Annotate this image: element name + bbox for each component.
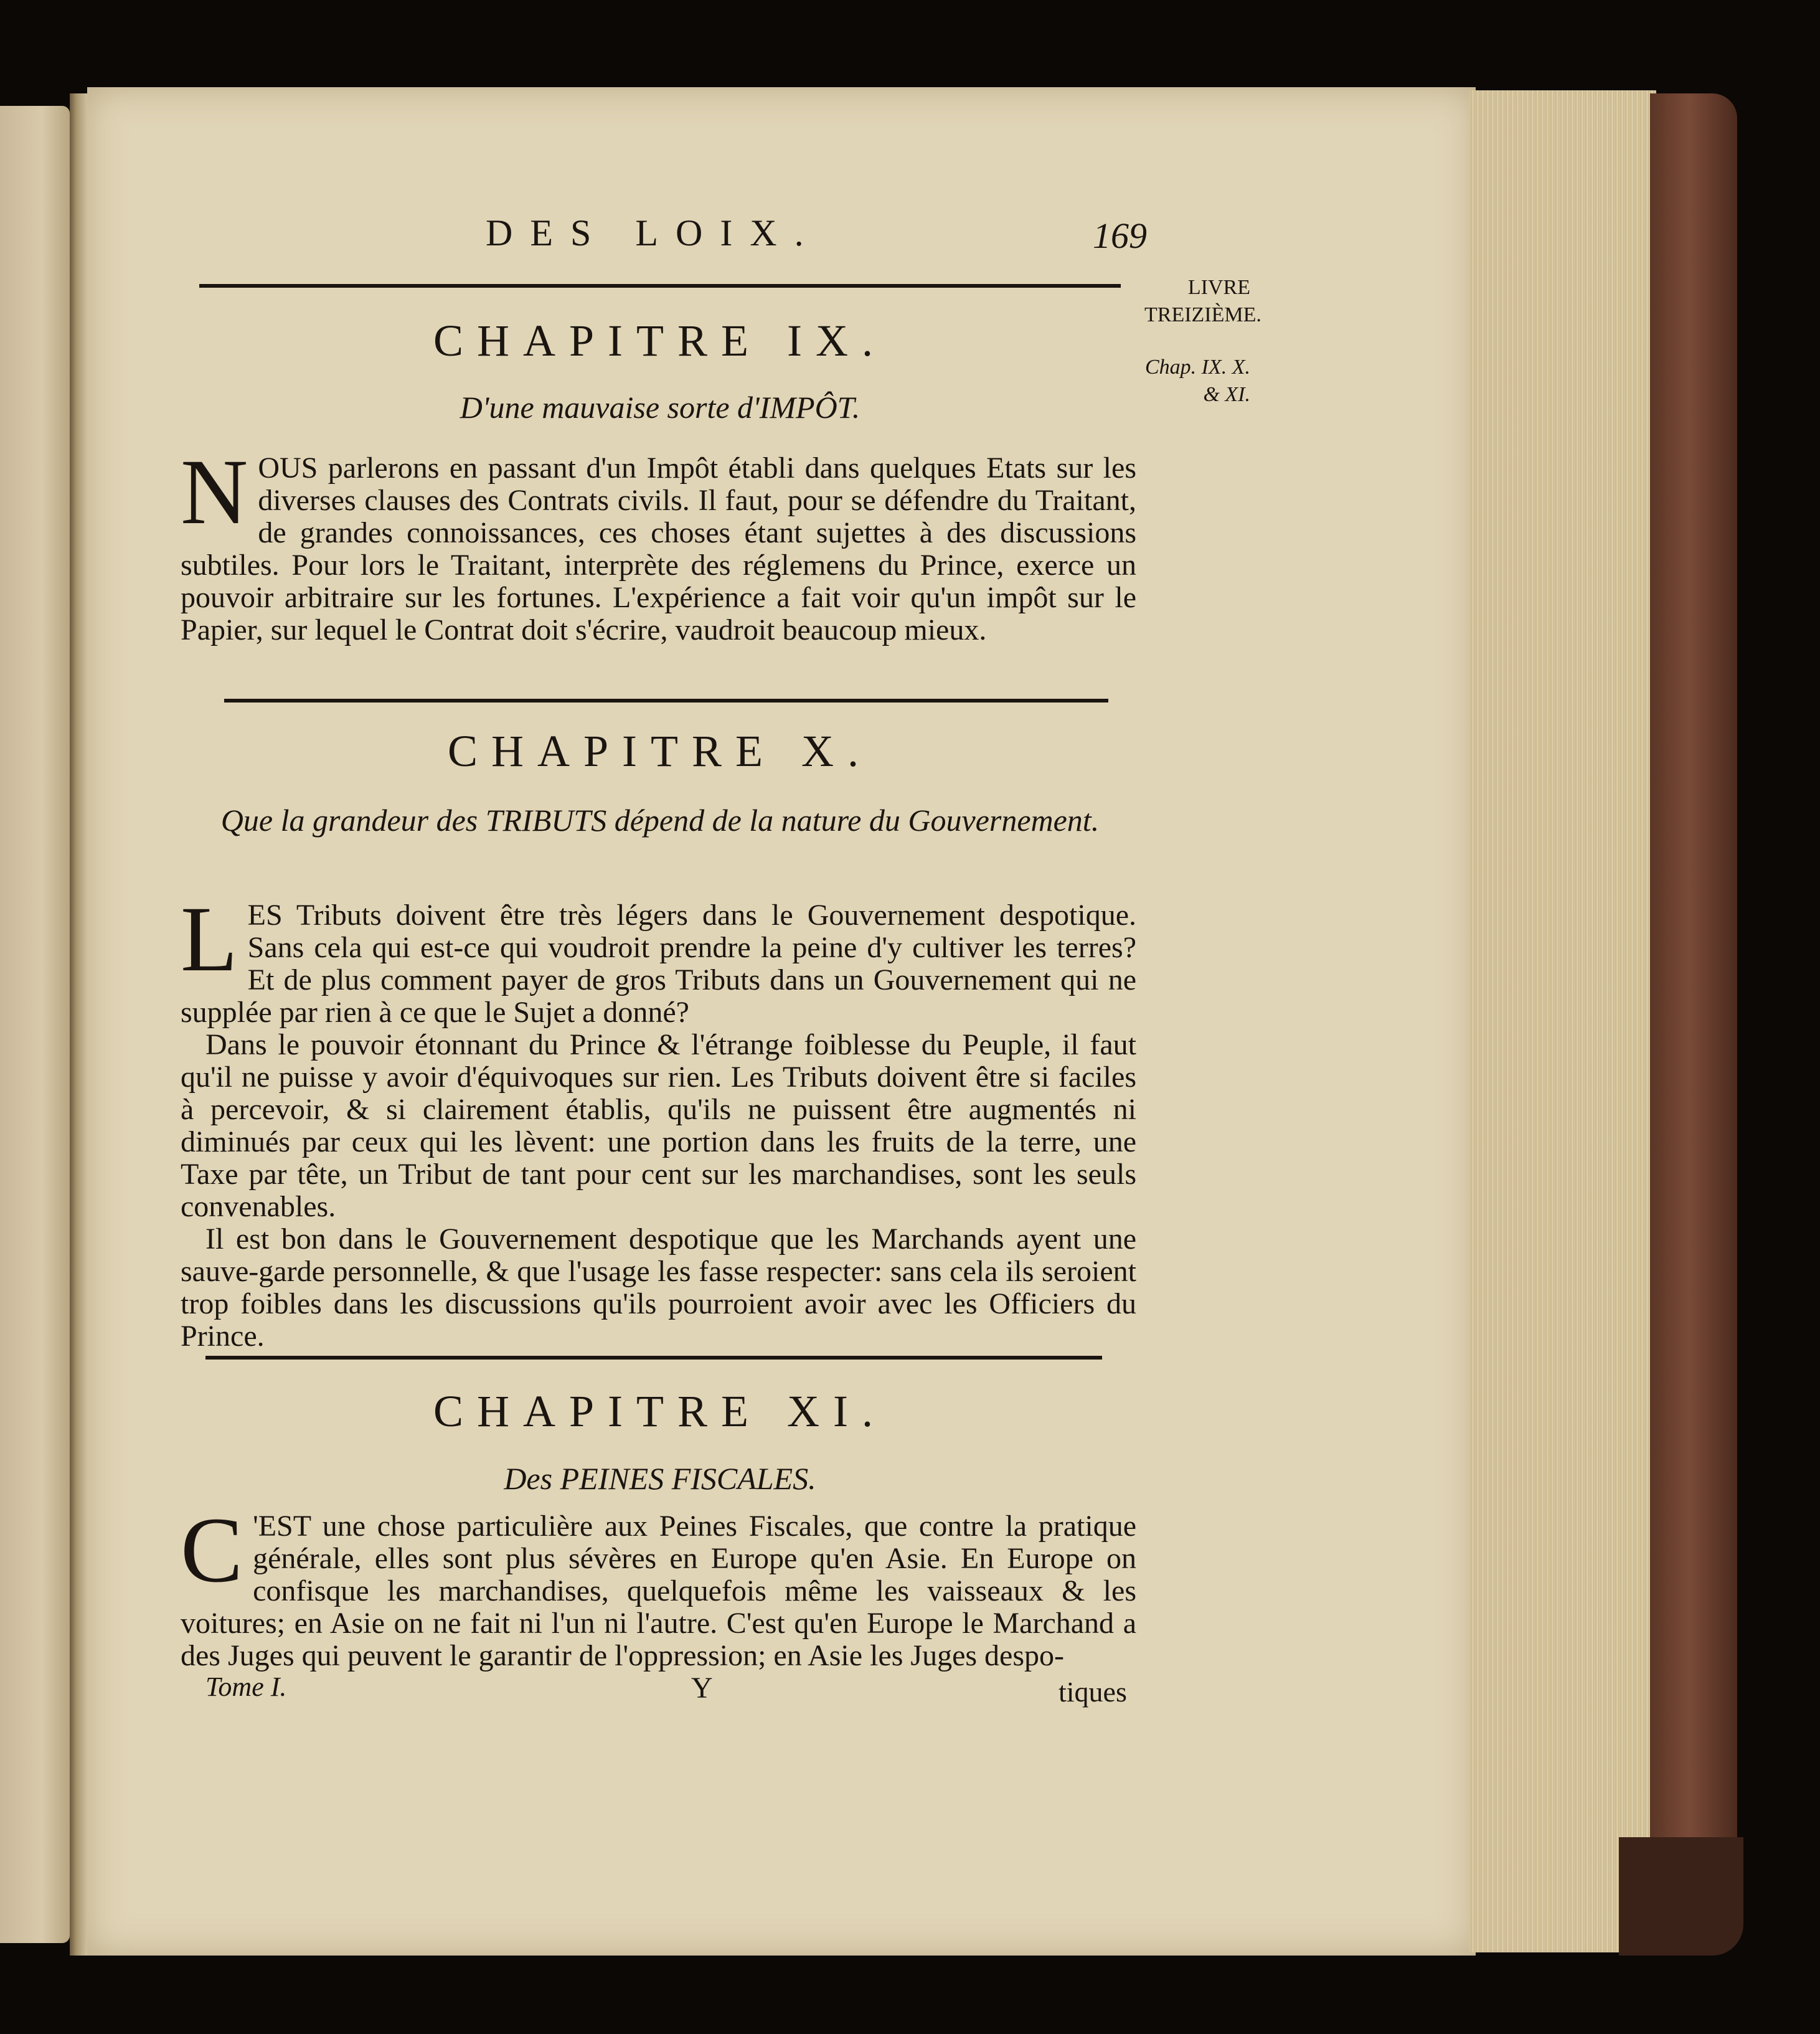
facing-page-edge <box>0 106 70 1943</box>
chapter-10-paragraph: ES Tributs doivent être très légers dans le Gouvernement despotique. Sans cela qui est-ce qui voudroit prendre la peine d'y cultiver les terres? Et de plus comment payer de gros Tributs dans un Gouvernement qui ne supplée par rien à ce que le Sujet a donné? <box>181 899 1136 1029</box>
book-cover-corner <box>1619 1837 1743 1956</box>
page-block-edge <box>1469 90 1656 1952</box>
page-number: 169 <box>1093 215 1147 256</box>
chapter-9-body <box>181 440 1136 646</box>
drop-cap: N <box>181 440 248 544</box>
chapter-9-subtitle: D'une mauvaise sorte d'IMPÔT. <box>460 390 860 425</box>
chapter-11-subtitle: Des PEINES FISCALES. <box>504 1461 816 1496</box>
section-rule <box>205 1356 1102 1360</box>
margin-note <box>1144 274 1261 409</box>
margin-note-book: LIVRE TREIZIÈME. <box>1144 276 1261 326</box>
chapter-10-paragraph: Il est bon dans le Gouvernement despotique que les Marchands ayent une sauve-garde personnelle, & que l'usage les fasse respecter: sans cela ils seroient trop foibles dans les discussions qu'ils pourroient avoir avec les Officiers du Prince. <box>181 1223 1136 1353</box>
catchword: tiques <box>1059 1676 1127 1708</box>
chapter-11-text: 'EST une chose particulière aux Peines Fiscales, que contre la pratique générale, elles sont plus sévères en Europe qu'en Asie. En Europe on confisque les marchandises, quelquefois même les vaisseaux & les voitures; en Asie on ne fait ni l'un ni l'autre. C'est qu'en Europe le Marchand a des Juges qui peuvent le garantir de l'oppression; en Asie les Juges despo- <box>181 1510 1136 1672</box>
chapter-11-body <box>181 1498 1136 1672</box>
chapter-10-subtitle: Que la grandeur des TRIBUTS dépend de la nature du Gouvernement. <box>220 803 1100 838</box>
chapter-10-paragraph: Dans le pouvoir étonnant du Prince & l'étrange foiblesse du Peuple, il faut qu'il ne puisse y avoir d'équivoques sur rien. Les Tributs doivent être si faciles à percevoir, & si clairement établis, qu'ils ne puissent être augmentés ni diminués par ceux qui les lèvent: une portion dans les fruits de la terre, une Taxe par tête, un Tribut de tant pour cent sur les marchandises, sont les seuls convenables. <box>181 1028 1136 1223</box>
margin-note-chapters: Chap. IX. X. & XI. <box>1144 356 1250 406</box>
chapter-11-title: CHAPITRE XI. <box>433 1386 887 1436</box>
header-rule <box>199 284 1121 288</box>
drop-cap: C <box>181 1498 243 1602</box>
chapter-9-title: CHAPITRE IX. <box>433 316 887 366</box>
volume-label: Tome I. <box>205 1672 287 1702</box>
chapter-9-text: OUS parlerons en passant d'un Impôt établi dans quelques Etats sur les diverses clauses des Contrats civils. Il faut, pour se défendre du Traitant, de grandes connoissances, ces choses étant sujettes à des discussions subtiles. Pour lors le Traitant, interprète des réglemens du Prince, exerce un pouvoir arbitraire sur les fortunes. L'expérience a fait voir qu'un impôt sur le Papier, sur lequel le Contrat doit s'écrire, vaudroit beaucoup mieux. <box>181 452 1136 646</box>
running-head: DES LOIX. <box>486 212 821 253</box>
book-cover <box>1650 93 1737 1943</box>
drop-cap: L <box>181 887 238 991</box>
book-gutter <box>70 93 87 1956</box>
signature-mark: Y <box>691 1672 713 1705</box>
chapter-10-title: CHAPITRE X. <box>447 726 872 776</box>
section-rule <box>224 699 1108 702</box>
chapter-10-body <box>181 887 1136 1353</box>
